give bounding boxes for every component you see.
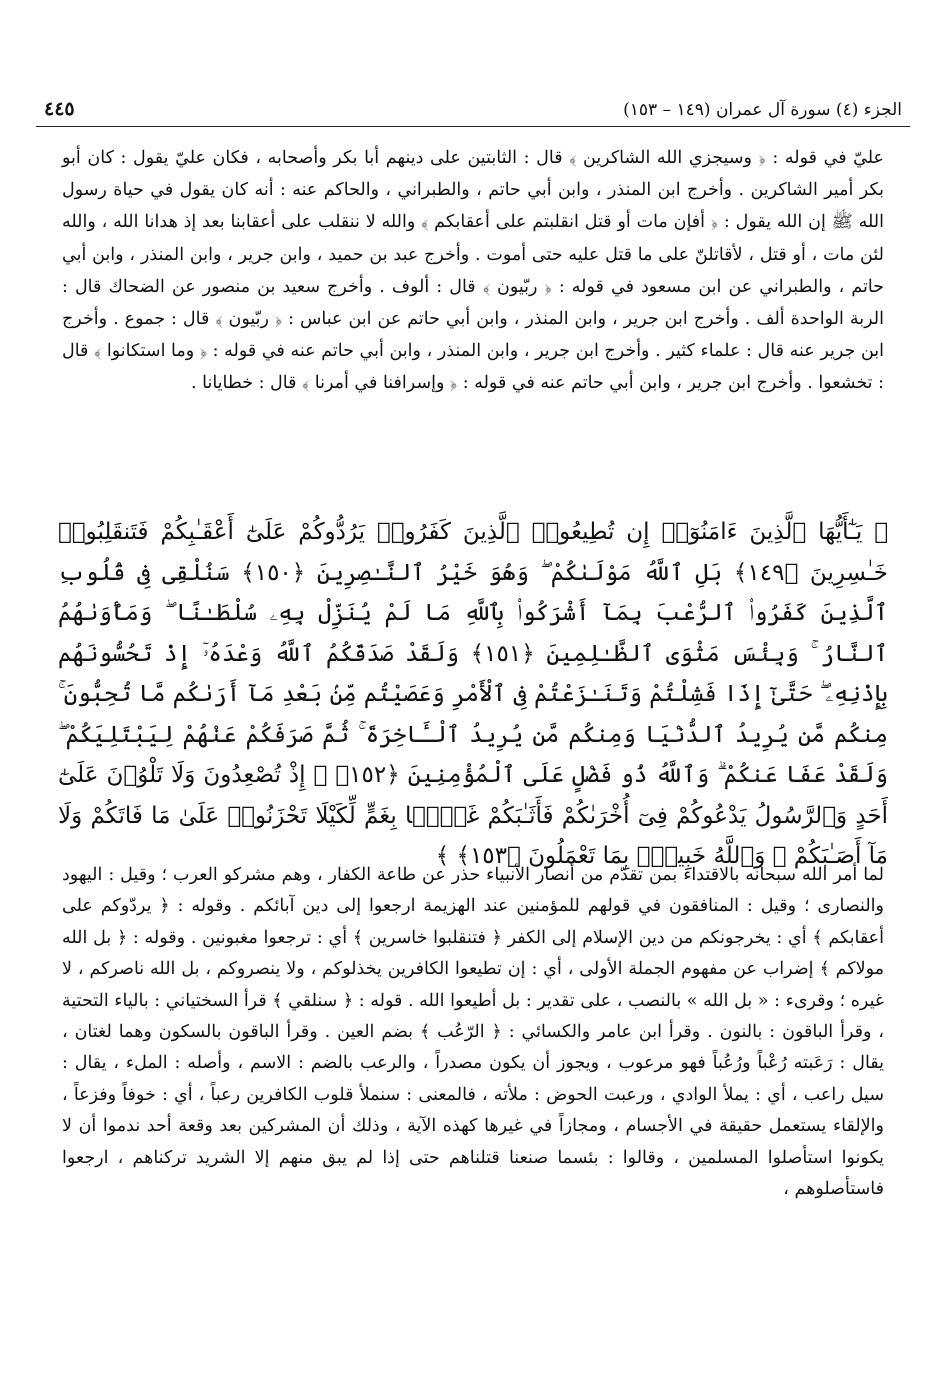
quran-verses-block: [58, 512, 888, 877]
commentary-block: [62, 142, 884, 400]
running-title: الجزء (٤) سورة آل عمران (١٤٩ – ١٥٣): [623, 100, 902, 120]
tafsir-paragraph: لما أمر الله سبحانه بالاقتداء بمن تقدّم من أنصار الأنبياء حذر عن طاعة الكفار ، وهم مشركو العرب ؛ وقيل : اليهود والنصارى ؛ وقيل : المنافقون في قولهم للمؤمنين عند الهزيمة ارجعوا إلى دين آبائكم . وقوله : ﴿ يردّوكم على أعقابكم ﴾ أي : يخرجونكم من دين الإسلام إلى الكفر ﴿ فتنقلبوا خاسرين ﴾ أي : ترجعوا مغبونين . وقوله : ﴿ بل الله مولاكم ﴾ إضراب عن مفهوم الجملة الأولى ، أي : إن تطيعوا الكافرين يخذلوكم ، ولا ينصروكم ، بل الله ناصركم ، لا غيره ؛ وقرىء : « بل الله » بالنصب ، على تقدير : بل أطيعوا الله . قوله : ﴿ سنلقي ﴾ قرأ السختياني : بالياء التحتية ، وقرأ الباقون : بالنون . وقرأ ابن عامر والكسائي : ﴿ الرّعُب ﴾ بضم العين . وقرأ الباقون بالسكون وهما لغتان ، يقال : رَعَبته رُعْباً ورُعُباً فهو مرعوب ، ويجوز أن يكون مصدراً ، والرعب بالضم : الاسم ، وأصله : الملء ، يقال : سيل راعب ، أي : يملأ الوادي ، ورعبت الحوض : ملأته ، فالمعنى : سنملأ قلوب الكافرين رعباً ، أي : خوفاً وفزعاً ، والإلقاء يستعمل حقيقة في الأجسام ، ومجازاً في غيرها كهذه الآية ، وذلك أن المشركين بعد وقعة أحد ندموا أن لا يكونوا استأصلوا المسلمين ، وقالوا : بئسما صنعنا قتلناهم حتى إذا لم يبق منهم إلا الشريد تركناهم ، ارجعوا فاستأصلوهم ،: [62, 865, 884, 1200]
commentary-paragraph: عليّ في قوله : ﴿ وسيجزي الله الشاكرين ﴾ قال : الثابتين على دينهم أبا بكر وأصحابه ، فكان عليّ يقول : كان أبو بكر أمير الشاكرين . وأخرج ابن المنذر ، وابن أبي حاتم ، والطبراني ، والحاكم عنه : أنه كان يقول في حياة رسول الله ﷺ إن الله يقول : ﴿ أفإن مات أو قتل انقلبتم على أعقابكم ﴾ والله لا ننقلب على أعقابنا بعد إذ هدانا الله ، والله لئن مات ، أو قتل ، لأقاتلنّ على ما قتل عليه حتى أموت . وأخرج عبد بن حميد ، وابن جرير ، وابن المنذر ، وابن أبي حاتم ، والطبراني عن ابن مسعود في قوله : ﴿ ربّيون ﴾ قال : ألوف . وأخرج سعيد بن منصور عن الضحاك قال : الربة الواحدة ألف . وأخرج ابن جرير ، وابن المنذر ، وابن أبي حاتم عن ابن عباس : ﴿ ربّيون ﴾ قال : جموع . وأخرج ابن جرير عنه قال : علماء كثير . وأخرج ابن جرير ، وابن المنذر ، وابن أبي حاتم عنه في قوله : ﴿ وما استكانوا ﴾ قال : تخشعوا . وأخرج ابن جرير ، وابن أبي حاتم عنه في قوله : ﴿ وإسرافنا في أمرنا ﴾ قال : خطايانا .: [62, 148, 884, 394]
page-number: ٤٤٥: [44, 98, 75, 120]
quran-verses: ﴿ يَـٰٓأَيُّهَا ٱلَّذِينَ ءَامَنُوٓا۟ إِن تُطِيعُوا۟ ٱلَّذِينَ كَفَرُوا۟ يَرُدُّوكُمْ عَلَىٰٓ أَعْقَـٰبِكُمْ فَتَنقَلِبُوا۟ خَـٰسِرِينَ ﴿١٤٩﴾ بَلِ ٱللَّهُ مَوْلَىٰكُمْ ۖ وَهُوَ خَيْرُ ٱلنَّـٰصِرِينَ ﴿١٥٠﴾ سَنُلْقِى فِى قُلُوبِ ٱلَّذِينَ كَفَرُوا۟ ٱلرُّعْبَ بِمَآ أَشْرَكُوا۟ بِٱللَّهِ مَا لَمْ يُنَزِّلْ بِهِۦ سُلْطَـٰنًا ۖ وَمَأْوَىٰهُمُ ٱلنَّارُ ۚ وَبِئْسَ مَثْوَى ٱلظَّـٰلِمِينَ ﴿١٥١﴾ وَلَقَدْ صَدَقَكُمُ ٱللَّهُ وَعْدَهُۥٓ إِذْ تَحُسُّونَهُم بِإِذْنِهِۦ ۖ حَتَّىٰٓ إِذَا فَشِلْتُمْ وَتَنَـٰزَعْتُمْ فِى ٱلْأَمْرِ وَعَصَيْتُم مِّنۢ بَعْدِ مَآ أَرَىٰكُم مَّا تُحِبُّونَ ۚ مِنكُم مَّن يُرِيدُ ٱلدُّنْيَا وَمِنكُم مَّن يُرِيدُ ٱلْـَٔاخِرَةَ ۚ ثُمَّ صَرَفَكُمْ عَنْهُمْ لِيَبْتَلِيَكُمْ ۖ وَلَقَدْ عَفَا عَنكُمْ ۗ وَٱللَّهُ ذُو فَضْلٍ عَلَى ٱلْمُؤْمِنِينَ ﴿١٥٢﴾ ۞ إِذْ تُصْعِدُونَ وَلَا تَلْوُۥنَ عَلَىٰٓ أَحَدٍ وَٱلرَّسُولُ يَدْعُوكُمْ فِىٓ أُخْرَىٰكُمْ فَأَثَـٰبَكُمْ غَمًّۢا بِغَمٍّ لِّكَيْلَا تَحْزَنُوا۟ عَلَىٰ مَا فَاتَكُمْ وَلَا مَآ أَصَـٰبَكُمْ ۗ وَٱللَّهُ خَبِيرٌۢ بِمَا تَعْمَلُونَ ﴿١٥٣﴾ ﴾: [58, 519, 889, 869]
running-header: [36, 88, 910, 127]
tafsir-block: [62, 860, 884, 1205]
